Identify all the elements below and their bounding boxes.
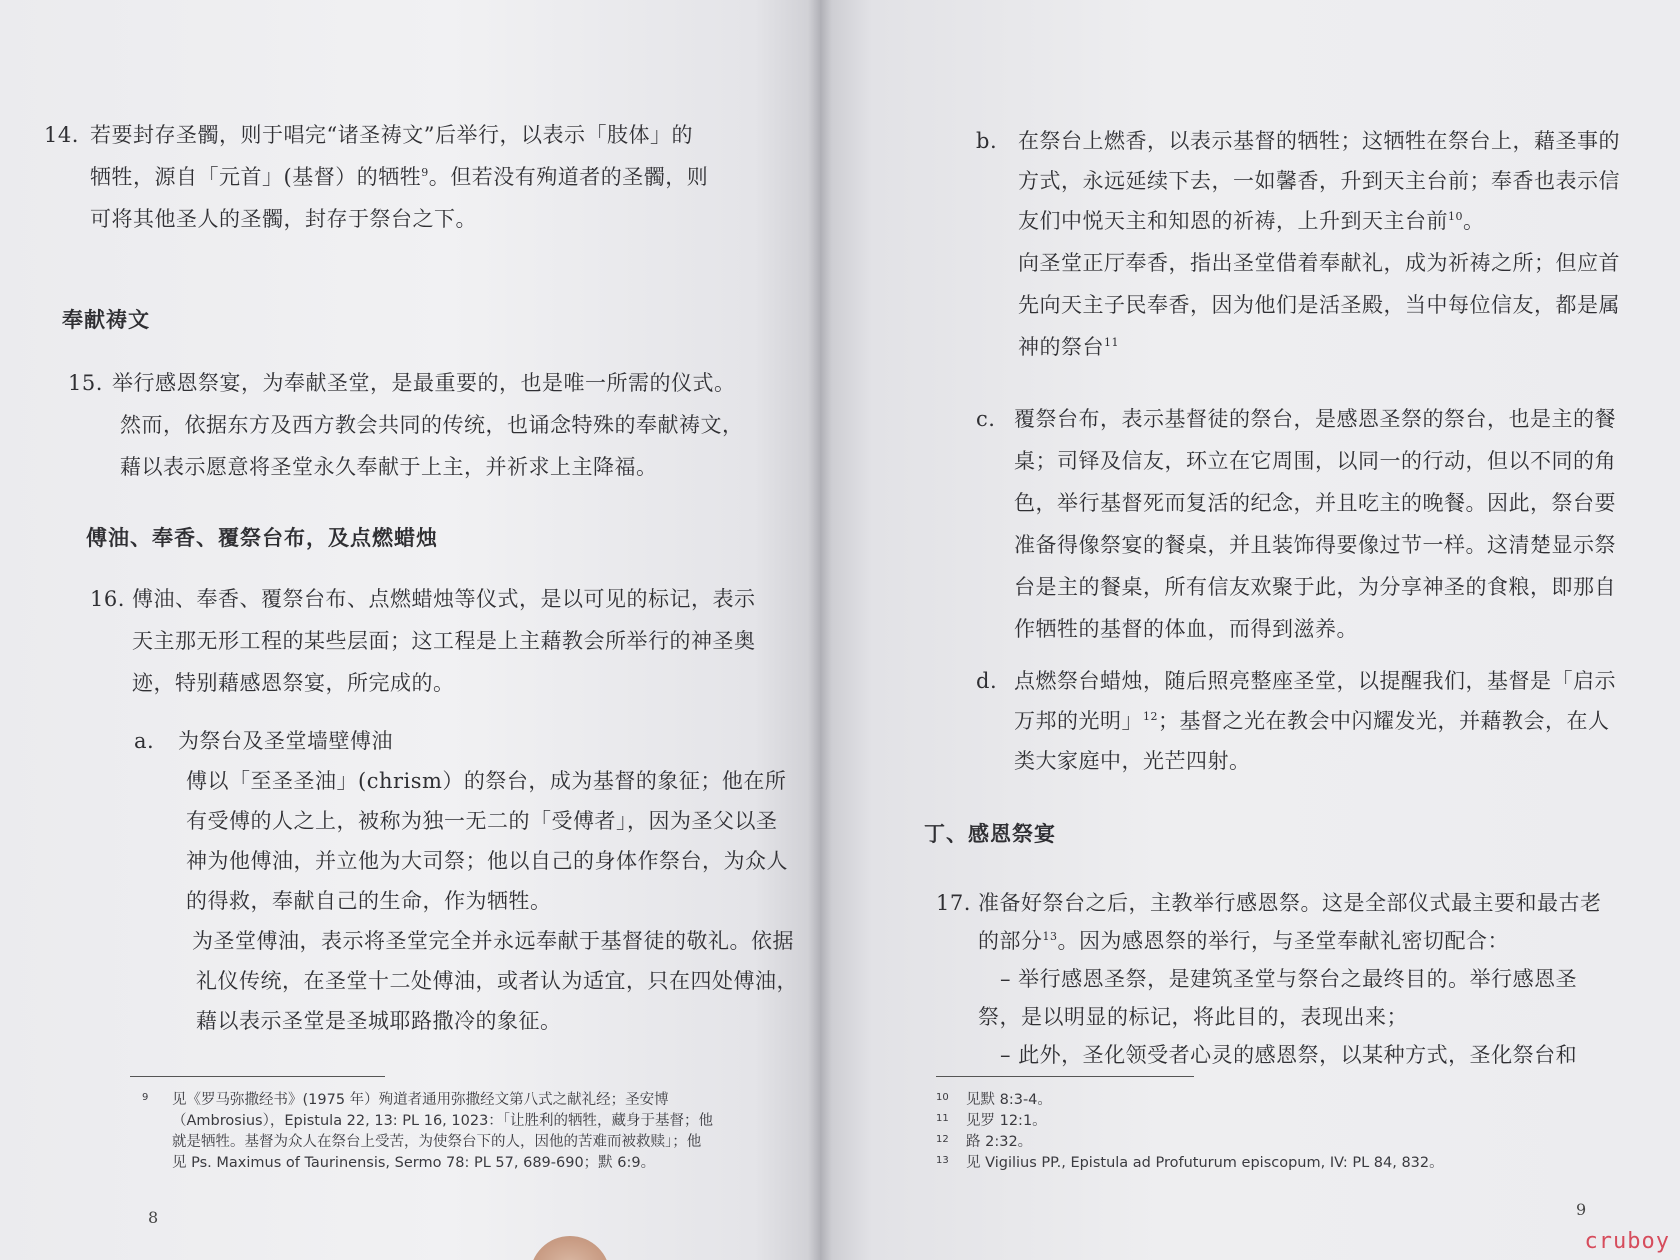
- text-line: 可将其他圣人的圣髑，封存于祭台之下。: [90, 207, 477, 231]
- text-line: 准备好祭台之后，主教举行感恩祭。这是全部仪式最主要和最古老: [978, 891, 1602, 915]
- footnote-12: [936, 1132, 1444, 1153]
- footnote-line: （Ambrosius），Epistula 22, 13: PL 16, 1023：「让胜利的牺牲，藏身于基督；他: [172, 1113, 714, 1129]
- text-line: 举行感恩祭宴，为奉献圣堂，是最重要的，也是唯一所需的仪式。: [112, 371, 736, 395]
- section-heading: 奉献祷文: [62, 308, 150, 332]
- footnote-ref: 12: [1143, 710, 1158, 723]
- text-line: 的得救，奉献自己的生命，作为牺牲。: [186, 889, 552, 913]
- footnote-number: 9: [142, 1092, 149, 1103]
- footnote-ref: 9: [421, 166, 429, 179]
- text-line: 神的祭台: [1018, 335, 1104, 359]
- text-line: 作牺牲的基督的体血，而得到滋养。: [1014, 617, 1358, 641]
- text-line: 藉以表示愿意将圣堂永久奉献于上主，并祈求上主降福。: [120, 455, 658, 479]
- text-line: ；基督之光在教会中闪耀发光，并藉教会，在人: [1158, 709, 1610, 733]
- text-line: 礼仪传统，在圣堂十二处傅油，或者认为适宜，只在四处傅油，: [196, 969, 798, 993]
- paragraph-number: 14.: [44, 123, 79, 147]
- book-gutter: [808, 0, 832, 1260]
- paragraph-number: 15.: [68, 371, 103, 395]
- text-line: 友们中悦天主和知恩的祈祷，上升到天主台前: [1018, 209, 1448, 233]
- text-line: 先向天主子民奉香，因为他们是活圣殿，当中每位信友，都是属: [1018, 293, 1620, 317]
- item-label: b.: [976, 129, 998, 153]
- text-line: 。因为感恩祭的举行，与圣堂奉献礼密切配合：: [1057, 929, 1509, 953]
- footnote-line: 见 Ps. Maximus of Taurinensis, Sermo 78: PL 57, 689-690；默 6:9。: [172, 1155, 656, 1171]
- footnote-number: 12: [936, 1134, 949, 1145]
- text-line: 覆祭台布，表示基督徒的祭台，是感恩圣祭的祭台，也是主的餐: [1014, 407, 1616, 431]
- page-number: 8: [148, 1208, 159, 1227]
- text-line: 若要封存圣髑，则于唱完“诸圣祷文”后举行，以表示「肢体」的: [90, 123, 693, 147]
- text-line: 藉以表示圣堂是圣城耶路撒冷的象征。: [196, 1009, 562, 1033]
- footnote-text: 见罗 12:1。: [966, 1113, 1047, 1129]
- text-line: 类大家庭中，光芒四射。: [1014, 749, 1251, 773]
- footnote-line: 就是牺牲。基督为众人在祭台上受苦，为使祭台下的人，因他的苦难而被救赎」；他: [172, 1134, 702, 1150]
- section-heading: 傅油、奉香、覆祭台布，及点燃蜡烛: [86, 526, 438, 550]
- text-line: 点燃祭台蜡烛，随后照亮整座圣堂，以提醒我们，基督是「启示: [1014, 669, 1616, 693]
- text-line: 方式，永远延续下去，一如馨香，升到天主台前；奉香也表示信: [1018, 169, 1620, 193]
- text-line: 傅油、奉香、覆祭台布、点燃蜡烛等仪式，是以可见的标记，表示: [132, 587, 756, 611]
- item-label: a.: [134, 729, 155, 753]
- item-label: c.: [976, 407, 996, 431]
- footnote-text: 见 Vigilius PP., Epistula ad Profuturum episcopum, IV: PL 84, 832。: [966, 1155, 1444, 1171]
- text-line: 为圣堂傅油，表示将圣堂完全并永远奉献于基督徒的敬礼。依据: [192, 929, 794, 953]
- paragraph-number: 16.: [90, 587, 125, 611]
- footnote-ref: 10: [1448, 210, 1463, 223]
- watermark-text: cruboy: [1584, 1229, 1670, 1254]
- footnote-divider: [130, 1076, 385, 1077]
- footnote-line: 见《罗马弥撒经书》(1975 年）殉道者通用弥撒经文第八式之献礼经；圣安博: [172, 1092, 669, 1108]
- footnote-ref: 11: [1104, 336, 1119, 349]
- right-page: b. 在祭台上燃香，以表示基督的牺牲；这牺牲在祭台上，藉圣事的 方式，永远延续下去，一如馨香，升到天主台前；奉香也表示信 友们中悦天主和知恩的祈祷，上升到天主台前$^{10}$。 向圣堂正厅奉香，指出圣堂借着奉献礼，成为祈祷之所；但应首 先向天主子民奉香，因为他们是活圣殿，当中每位信友，都是属 神的祭台$^{11}$ c. 覆祭台布，表示基督徒的祭台，是感恩圣祭的祭台，也是主的餐 桌；司铎及信友，环立在它周围，以同一的行动，但以不同的角 色，举行基督死而复活的纪念，并且吃主的晚餐。因此，祭台要 准备得像祭宴的餐桌，并且装饰得要像过节一样。这清楚显示祭 台是主的餐桌，所有信友欢聚于此，为分享神圣的食粮，即那自 作牺牲的基督的体血，而得到滋养。 d. 点燃祭台蜡烛，随后照亮整座圣堂，以提醒我们，基督是「启示 万邦的光明」$^{12}$；基督之光在教会中闪耀发光，并藉教会，在人 类大家庭中，光芒四射。 丁、感恩祭宴 17. 准备好祭台之后，主教举行感恩祭。这是全部仪式最主要和最古老 的部分$^{13}$。因为感恩祭的举行，与圣堂奉献礼密切配合： – 举行感恩圣祭，是建筑圣堂与祭台之最终目的。举行感恩圣 祭，是以明显的标记，将此目的，表现出来； – 此外，圣化领受者心灵的感恩祭，以某种方式，圣化祭台和 10 见默 8:3-4。 11 见罗 12:1。 12 路 2:32。 13 见 Vigilius PP., Epistula ad Profuturum episcopum, IV: PL 84, 832。 9 cruboy: [820, 0, 1680, 1260]
- text-line: 天主那无形工程的某些层面；这工程是上主藉教会所举行的神圣奥: [132, 629, 756, 653]
- page-number: 9: [1576, 1200, 1587, 1219]
- text-line: 。但若没有殉道者的圣髑，则: [428, 165, 709, 189]
- text-line: 的部分: [978, 929, 1043, 953]
- text-line: 傅以「至圣圣油」(chrism）的祭台，成为基督的象征；他在所: [186, 769, 787, 793]
- footnote-divider: [936, 1076, 1194, 1077]
- footnote-11: [936, 1111, 1444, 1132]
- text-line: 有受傅的人之上，被称为独一无二的「受傅者」，因为圣父以圣: [186, 809, 778, 833]
- left-page: [0, 0, 820, 1260]
- footnote-9: [142, 1090, 714, 1174]
- footnote-text: 路 2:32。: [966, 1134, 1033, 1150]
- thumb-photo-artifact: [530, 1236, 610, 1260]
- text-line: 台是主的餐桌，所有信友欢聚于此，为分享神圣的食粮，即那自: [1014, 575, 1616, 599]
- footnote-10: [936, 1090, 1444, 1111]
- text-line: 万邦的光明」: [1014, 709, 1143, 733]
- footnote-number: 11: [936, 1113, 949, 1124]
- section-heading: 丁、感恩祭宴: [924, 822, 1056, 846]
- text-line: 色，举行基督死而复活的纪念，并且吃主的晚餐。因此，祭台要: [1014, 491, 1616, 515]
- text-line: – 此外，圣化领受者心灵的感恩祭，以某种方式，圣化祭台和: [1000, 1043, 1578, 1067]
- paragraph-number: 17.: [936, 891, 971, 915]
- footnote-text: 见默 8:3-4。: [966, 1092, 1052, 1108]
- item-title: 为祭台及圣堂墙壁傅油: [178, 729, 393, 753]
- text-line: 桌；司铎及信友，环立在它周围，以同一的行动，但以不同的角: [1014, 449, 1616, 473]
- text-line: 迹，特别藉感恩祭宴，所完成的。: [132, 671, 455, 695]
- text-line: 牺牲，源自「元首」(基督）的牺牲: [90, 165, 422, 189]
- footnote-13: [936, 1153, 1444, 1174]
- text-line: 向圣堂正厅奉香，指出圣堂借着奉献礼，成为祈祷之所；但应首: [1018, 251, 1620, 275]
- text-line: 神为他傅油，并立他为大司祭；他以自己的身体作祭台，为众人: [186, 849, 788, 873]
- text-line: 祭，是以明显的标记，将此目的，表现出来；: [978, 1005, 1408, 1029]
- footnote-ref: 13: [1042, 930, 1058, 943]
- footnotes-right: [936, 1090, 1444, 1174]
- text-line: 然而，依据东方及西方教会共同的传统，也诵念特殊的奉献祷文，: [120, 413, 744, 437]
- text-line: 在祭台上燃香，以表示基督的牺牲；这牺牲在祭台上，藉圣事的: [1018, 129, 1620, 153]
- text-line: 准备得像祭宴的餐桌，并且装饰得要像过节一样。这清楚显示祭: [1014, 533, 1616, 557]
- footnote-number: 13: [936, 1155, 949, 1166]
- text-line: – 举行感恩圣祭，是建筑圣堂与祭台之最终目的。举行感恩圣: [1000, 967, 1578, 991]
- footnote-number: 10: [936, 1092, 949, 1103]
- item-label: d.: [976, 669, 998, 693]
